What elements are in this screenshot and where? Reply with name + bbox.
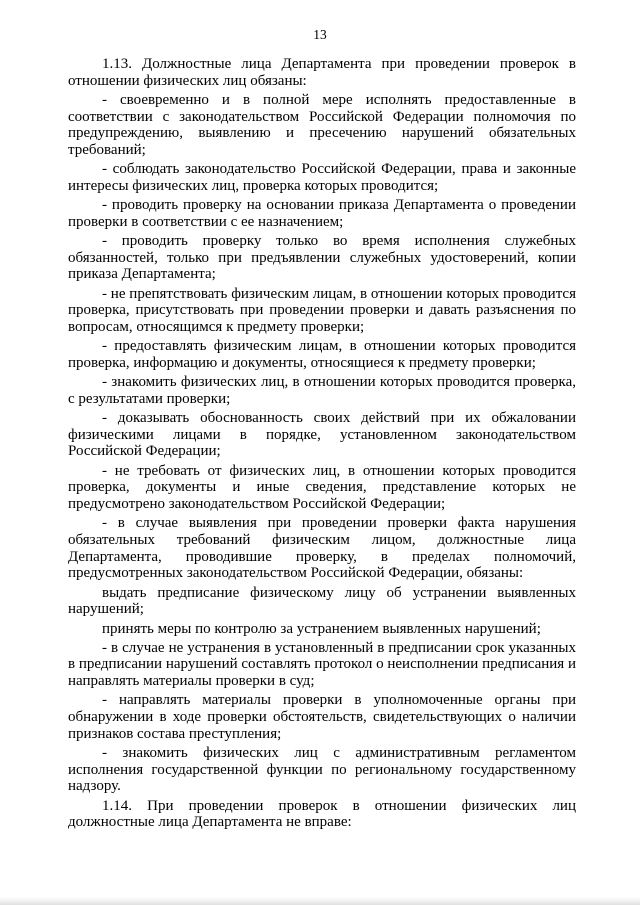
duty-item-not-obstruct: - не препятствовать физическим лицам, в отношении которых проводится проверка, присутствовать при проведении проверки и давать разъяснения по вопросам, относящимся к предмету проверки; bbox=[68, 285, 576, 336]
duty-item-execute-powers: - своевременно и в полной мере исполнять предоставленные в соответствии с законодательством Российской Федерации полномочия по предупреждению, выявлению и пресечению нарушений обязательных требований; bbox=[68, 91, 576, 159]
section-1-14-intro: 1.14. При проведении проверок в отношении физических лиц должностные лица Департамента не вправе: bbox=[68, 797, 576, 831]
duty-subitem-control-elimination: принять меры по контролю за устранением выявленных нарушений; bbox=[102, 620, 541, 637]
duty-item-protocol-court: - в случае не устранения в установленный в предписании срок указанных в предписании нарушений составлять протокол о неисполнении предписания и направлять материалы проверки в суд; bbox=[68, 639, 576, 690]
scan-edge-shadow bbox=[0, 897, 640, 905]
duty-item-provide-info: - предоставлять физическим лицам, в отношении которых проводится проверка, информацию и документы, относящиеся к предмету проверки; bbox=[68, 338, 576, 371]
duty-item-prove-validity: - доказывать обоснованность своих действий при их обжаловании физическими лицами в порядке, установленном законодательством Российской Федерации; bbox=[68, 410, 576, 460]
duty-item-not-require-docs: - не требовать от физических лиц, в отношении которых проводится проверка, документы и иные сведения, представление которых не предусмотрено законодательством Российской Федерации; bbox=[68, 462, 576, 513]
duty-subitem-issue-order: выдать предписание физическому лицу об устранении выявленных нарушений; bbox=[68, 584, 576, 618]
document-body bbox=[68, 56, 576, 833]
section-1-13-intro: 1.13. Должностные лица Департамента при проведении проверок в отношении физических лиц обязаны: bbox=[68, 56, 576, 89]
duty-item-send-materials: - направлять материалы проверки в уполномоченные органы при обнаружении в ходе проверки обстоятельств, свидетельствующих о наличии признаков состава преступления; bbox=[68, 692, 576, 742]
duty-item-duty-time: - проводить проверку только во время исполнения служебных обязанностей, только при предъявлении служебных удостоверений, копии приказа Департамента; bbox=[68, 233, 576, 283]
duty-item-violation-found: - в случае выявления при проведении проверки факта нарушения обязательных требований физическим лицом, должностные лица Департамента, проводившие проверку, в пределах полномочий, предусмотренных законодательством Российской Федерации, обязаны: bbox=[68, 515, 576, 582]
duty-item-familiarize-results: - знакомить физических лиц, в отношении которых проводится проверка, с результатами проверки; bbox=[68, 374, 576, 407]
duty-item-familiarize-regulation: - знакомить физических лиц с административным регламентом исполнения государственной функции по региональному государственному надзору. bbox=[68, 744, 576, 795]
duty-item-observe-law: - соблюдать законодательство Российской Федерации, права и законные интересы физических лиц, проверка которых проводится; bbox=[68, 161, 576, 194]
duty-item-order-basis: - проводить проверку на основании приказа Департамента о проведении проверки в соответствии с ее назначением; bbox=[68, 197, 576, 230]
page-number: 13 bbox=[313, 27, 327, 42]
